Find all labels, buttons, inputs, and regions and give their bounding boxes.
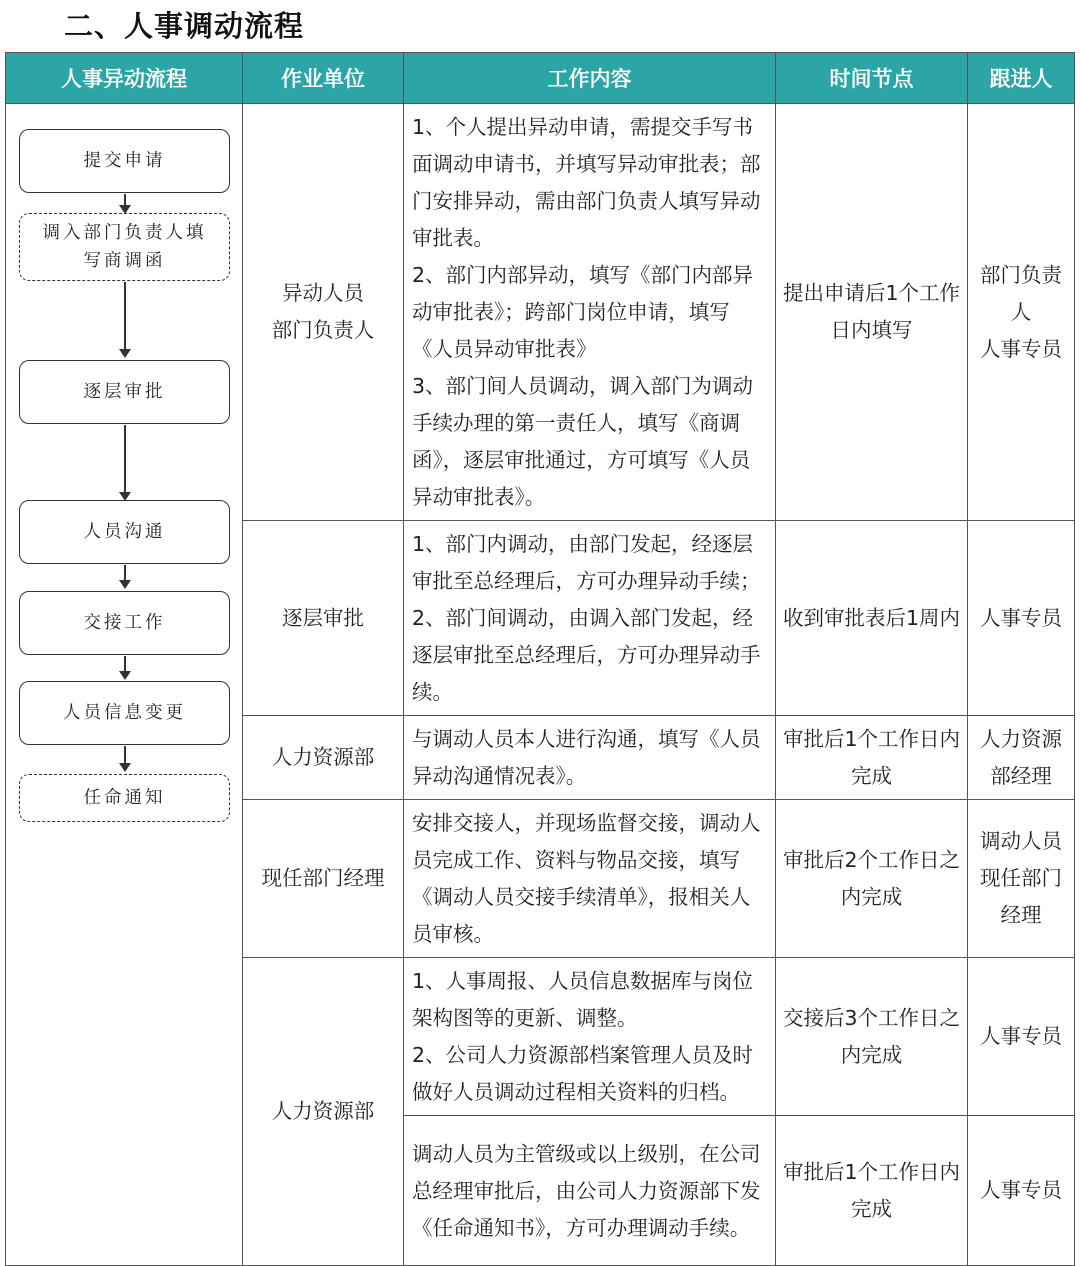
follow-cell: 人事专员 — [968, 958, 1075, 1116]
header-flow: 人事异动流程 — [6, 53, 243, 104]
flowchart-cell — [6, 104, 243, 1266]
header-time: 时间节点 — [776, 53, 968, 104]
flow-arrow — [124, 194, 126, 212]
flow-step-submit: 提交申请 — [19, 129, 230, 193]
content-cell: 1、人事周报、人员信息数据库与岗位架构图等的更新、调整。 2、公司人力资源部档案管理人员及时做好人员调动过程相关资料的归档。 — [404, 958, 776, 1116]
follow-cell: 人事专员 — [968, 521, 1075, 716]
page-title: 二、人事调动流程 — [64, 9, 305, 43]
table-header-row — [6, 53, 1075, 104]
flow-arrow — [124, 656, 126, 678]
time-cell: 审批后2个工作日之内完成 — [776, 800, 968, 958]
content-cell: 调动人员为主管级或以上级别，在公司总经理审批后，由公司人力资源部下发《任命通知书》，方可办理调动手续。 — [404, 1116, 776, 1266]
flow-arrow — [124, 565, 126, 587]
flow-arrow — [124, 425, 126, 499]
time-cell: 收到审批表后1周内 — [776, 521, 968, 716]
follow-cell: 部门负责人 人事专员 — [968, 104, 1075, 521]
unit-cell: 现任部门经理 — [243, 800, 404, 958]
unit-cell: 异动人员 部门负责人 — [243, 104, 404, 521]
time-cell: 审批后1个工作日内完成 — [776, 716, 968, 800]
transfer-process-table — [5, 52, 1075, 1266]
header-unit: 作业单位 — [243, 53, 404, 104]
flow-step-handover: 交接工作 — [19, 591, 230, 655]
unit-cell: 人力资源部 — [243, 958, 404, 1266]
time-cell: 审批后1个工作日内完成 — [776, 1116, 968, 1266]
flow-step-communication: 人员沟通 — [19, 500, 230, 564]
content-cell: 与调动人员本人进行沟通，填写《人员异动沟通情况表》。 — [404, 716, 776, 800]
flow-step-appointment: 任命通知 — [19, 774, 230, 822]
follow-cell: 人事专员 — [968, 1116, 1075, 1266]
flow-arrow — [124, 282, 126, 356]
flow-step-transfer-letter: 调入部门负责人填 写商调函 — [19, 213, 230, 281]
content-cell: 安排交接人，并现场监督交接，调动人员完成工作、资料与物品交接，填写《调动人员交接手续清单》，报相关人员审核。 — [404, 800, 776, 958]
follow-cell: 调动人员现任部门经理 — [968, 800, 1075, 958]
content-cell: 1、个人提出异动申请，需提交手写书面调动申请书，并填写异动审批表；部门安排异动，需由部门负责人填写异动审批表。 2、部门内部异动，填写《部门内部异动审批表》；跨部门岗位申请，填写《人员异动审批表》 3、部门间人员调动，调入部门为调动手续办理的第一责任人，填写《商调函》，逐层审批通过，方可填写《人员异动审批表》。 — [404, 104, 776, 521]
table-row — [6, 104, 1075, 521]
header-follow: 跟进人 — [968, 53, 1075, 104]
content-cell: 1、部门内调动，由部门发起，经逐层审批至总经理后，方可办理异动手续； 2、部门间调动，由调入部门发起，经逐层审批至总经理后，方可办理异动手续。 — [404, 521, 776, 716]
unit-cell: 逐层审批 — [243, 521, 404, 716]
time-cell: 交接后3个工作日之内完成 — [776, 958, 968, 1116]
header-content: 工作内容 — [404, 53, 776, 104]
unit-cell: 人力资源部 — [243, 716, 404, 800]
flow-arrow — [124, 746, 126, 770]
flow-step-info-change: 人员信息变更 — [19, 681, 230, 745]
time-cell: 提出申请后1个工作日内填写 — [776, 104, 968, 521]
flow-step-approval: 逐层审批 — [19, 360, 230, 424]
follow-cell: 人力资源部经理 — [968, 716, 1075, 800]
